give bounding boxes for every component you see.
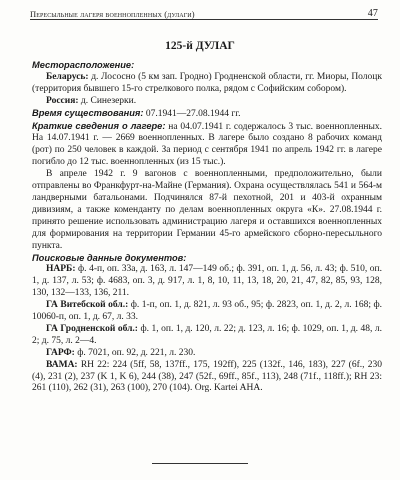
search-grodno — [32, 324, 382, 348]
grodno-text: ф. 1, оп. 1, д. 120, л. 22; д. 123, л. 16; ф. 1029, оп. 1, д. 48, л. 2; д. 75, л. 2—4. — [32, 323, 383, 346]
garf-label: ГАРФ: — [46, 347, 75, 358]
info-label: Краткие сведения о лагере: — [32, 120, 166, 131]
location-belarus — [32, 72, 382, 96]
search-bama — [32, 360, 382, 396]
bama-text: RH 22: 224 (5ff, 58, 137ff., 175, 192ff), 225 (132f., 146, 183), 227 (6f., 230 (4), 231 (2), 237 (K 1, K 6), 244 (38), 247 (52f., 69ff., 85f., 113), 248 (71f., 118ff.); RH 23: 261 (110), 262 (31), 263 (100), 270 (104). Org. Kartei AHA. — [32, 359, 382, 394]
page-number: 47 — [367, 8, 378, 19]
bama-label: ВАМА: — [46, 359, 78, 370]
end-rule — [152, 463, 248, 464]
info-paragraph-1 — [32, 121, 382, 170]
vitebsk-label: ГА Витебской обл.: — [46, 300, 129, 311]
russia-label: Россия: — [46, 95, 79, 106]
narb-text: ф. 4-п, оп. 33а, д. 163, л. 147—149 об.; ф. 391, оп. 1, д. 56, л. 43; ф. 510, оп. 1, д. 137, л. 53; ф. 4683, оп. 3, д. 917, л. 1, 8, 10, 11, 13, 18, 20, 21, 47, 82, 85, 93, 128, 130, 132—133, 136, 211. — [32, 264, 382, 299]
search-garf — [32, 348, 382, 360]
running-head — [30, 3, 378, 19]
camp-title: 125-й ДУЛАГ — [165, 40, 235, 52]
russia-text: д. Синезерки. — [78, 95, 137, 106]
location-heading: Месторасположение: — [32, 60, 135, 70]
search-narb — [32, 264, 382, 300]
belarus-text: д. Лососно (5 км зап. Гродно) Гродненской области, гг. Миоры, Полоцк (территория бывшего 15-го стрелкового полка, рядом с Софийским собором). — [32, 71, 382, 94]
belarus-label: Беларусь: — [46, 71, 89, 82]
info-paragraph-2: В апреле 1942 г. 9 вагонов с военнопленными, предположительно, были отправлены во Франкфурт-на-Майне (Германия). Охрана осуществлялась 541 и 564-м ландверными батальонами. Подчинялся 87-й пехотной, 201 и 403-й охранным дивизиям, а также коменданту по делам военнопленных округа «К». 27.08.1944 г. принято решение использовать администрацию лагеря и оставшихся военнопленных для формирования на территории Германии 45-го армейского сборно-пересыльного пункта. — [32, 169, 382, 251]
info-text-1: на 04.07.1941 г. содержалось 3 тыс. военнопленных. На 14.07.1941 г. — 2669 военнопленных. В лагере было создано 8 рабочих команд (рот) по 250 человек в каждой. За период с сентября 1941 по апрель 1942 гг. в лагере погибло до 12 тыс. военнопленных (из 15 тыс.). — [32, 121, 382, 168]
grodno-label: ГА Гродненской обл.: — [46, 323, 138, 334]
search-heading: Поисковые данные документов: — [32, 252, 187, 263]
document-body — [32, 60, 382, 395]
narb-label: НАРБ: — [46, 264, 76, 275]
header-rule — [30, 19, 378, 20]
existence-period — [32, 108, 382, 121]
vitebsk-text: ф. 1-п, оп. 1, д. 821, л. 93 об., 95; ф. 2823, оп. 1, д. 2, л. 168; ф. 10060-п, оп. 1, д. 67, л. 33. — [32, 300, 382, 323]
garf-text: ф. 7021, оп. 92, д. 221, л. 230. — [74, 347, 196, 358]
existence-value: 07.1941—27.08.1944 гг. — [143, 108, 241, 119]
location-russia — [32, 96, 382, 108]
existence-label: Время существования: — [32, 107, 144, 118]
running-title: Пересыльные лагеря военнопленных (дулаги) — [30, 9, 195, 19]
search-vitebsk — [32, 300, 382, 324]
